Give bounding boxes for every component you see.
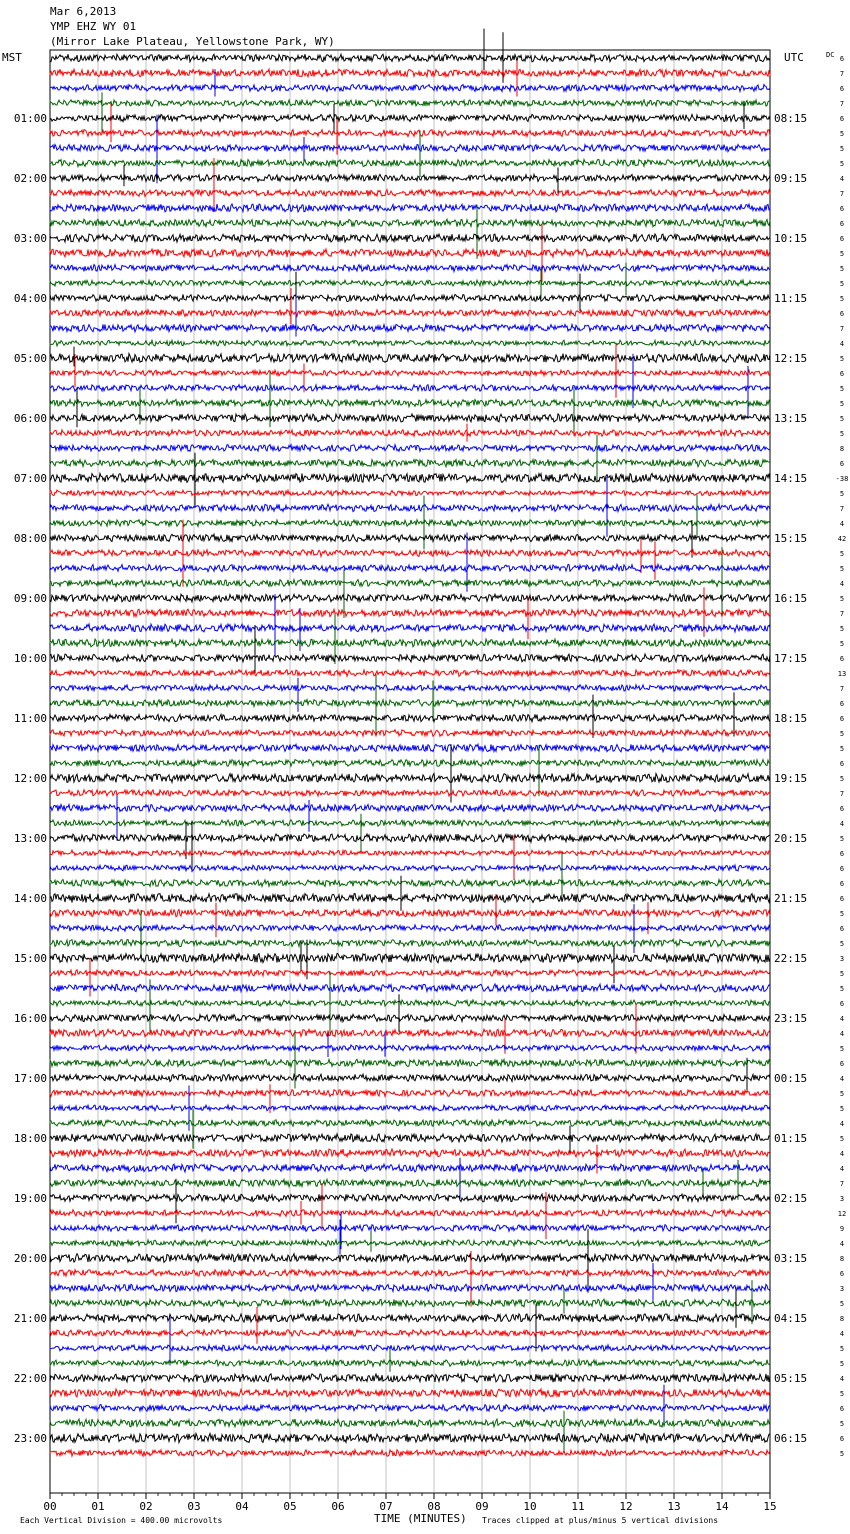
utc-hour-label: 19:15 (774, 772, 808, 785)
dc-offset-value: 6 (839, 220, 845, 228)
dc-offset-value: 5 (839, 1360, 845, 1368)
seismic-trace (50, 1004, 770, 1054)
dc-offset-value: 6 (839, 700, 845, 708)
mst-hour-label: 13:00 (13, 832, 47, 845)
seismic-trace (50, 92, 770, 133)
seismic-trace (50, 234, 770, 242)
seismic-trace (50, 60, 770, 96)
x-tick-label: 09 (475, 1500, 489, 1513)
utc-hour-label: 00:15 (774, 1072, 808, 1085)
seismic-trace (50, 1109, 770, 1149)
dc-offset-value: 6 (839, 760, 845, 768)
dc-offset-value: 7 (839, 325, 845, 333)
dc-offset-value: 6 (839, 925, 845, 933)
mst-hour-label: 08:00 (13, 532, 47, 545)
dc-offset-value: 5 (839, 250, 845, 258)
dc-offset-value: 8 (839, 1315, 845, 1323)
seismic-trace (50, 674, 770, 734)
dc-offset-value: 4 (839, 1330, 845, 1338)
seismic-trace (50, 1179, 770, 1224)
x-tick-label: 13 (667, 1500, 681, 1513)
dc-offset-value: 5 (839, 400, 845, 408)
seismic-trace (50, 1374, 770, 1382)
mst-hour-label: 10:00 (13, 652, 47, 665)
seismic-trace (50, 1287, 770, 1351)
dc-offset-value: 12 (837, 1210, 847, 1218)
utc-hour-label: 17:15 (774, 652, 808, 665)
seismic-trace (50, 547, 770, 618)
mst-hour-label: 21:00 (13, 1312, 47, 1325)
mst-hour-label: 19:00 (13, 1192, 47, 1205)
utc-hour-label: 05:15 (774, 1372, 808, 1385)
x-tick-label: 02 (139, 1500, 153, 1513)
dc-offset-value: 7 (839, 505, 845, 513)
dc-offset-value: 5 (839, 835, 845, 843)
seismic-trace (50, 104, 770, 133)
seismic-trace (50, 453, 770, 508)
seismic-trace (50, 224, 770, 282)
mst-hour-label: 06:00 (13, 412, 47, 425)
dc-offset-value: 4 (839, 340, 845, 348)
dc-offset-value: 6 (839, 205, 845, 213)
dc-offset-value: 7 (839, 610, 845, 618)
seismic-trace (50, 1211, 770, 1254)
utc-hour-label: 09:15 (774, 172, 808, 185)
dc-offset-value: 4 (839, 1015, 845, 1023)
seismic-trace (50, 340, 770, 346)
dc-offset-value: 5 (839, 910, 845, 918)
seismic-trace (50, 744, 770, 752)
seismic-trace (50, 354, 770, 419)
seismic-trace (50, 865, 770, 871)
dc-offset-header: DC (826, 51, 835, 59)
dc-offset-value: 5 (839, 1390, 845, 1398)
utc-hour-label: 14:15 (774, 472, 808, 485)
utc-hour-label: 23:15 (774, 1012, 808, 1025)
dc-offset-value: 5 (839, 775, 845, 783)
seismic-trace (50, 1411, 770, 1452)
seismic-trace (50, 131, 770, 177)
dc-offset-value: 4 (839, 520, 845, 528)
seismic-trace (50, 204, 770, 212)
seismic-trace (50, 371, 770, 436)
dc-offset-value: 5 (839, 640, 845, 648)
mst-hour-label: 15:00 (13, 952, 47, 965)
x-tick-label: 01 (91, 1500, 105, 1513)
x-tick-label: 11 (571, 1500, 585, 1513)
dc-offset-value: 5 (839, 490, 845, 498)
dc-offset-value: 7 (839, 685, 845, 693)
dc-offset-value: 3 (839, 955, 845, 963)
dc-offset-value: 5 (839, 295, 845, 303)
dc-offset-value: 5 (839, 595, 845, 603)
dc-offset-value: 6 (839, 880, 845, 888)
axis-labels (14, 55, 848, 1513)
seismic-trace (50, 822, 770, 872)
utc-hour-label: 12:15 (774, 352, 808, 365)
dc-offset-value: 5 (839, 415, 845, 423)
dc-offset-value: 5 (839, 130, 845, 138)
dc-offset-value: 5 (839, 1300, 845, 1308)
dc-offset-value: 6 (839, 115, 845, 123)
seismic-trace (50, 115, 770, 184)
x-tick-label: 15 (763, 1500, 777, 1513)
utc-hour-label: 15:15 (774, 532, 808, 545)
mst-hour-label: 20:00 (13, 1252, 47, 1265)
seismic-trace (50, 1183, 770, 1239)
seismic-trace (50, 347, 770, 367)
x-tick-label: 10 (523, 1500, 537, 1513)
dc-offset-value: 5 (839, 385, 845, 393)
dc-offset-value: 5 (839, 940, 845, 948)
seismic-trace (50, 288, 770, 324)
trace-group (50, 29, 770, 1457)
dc-offset-value: 4 (839, 1375, 845, 1383)
seismic-trace (50, 876, 770, 911)
x-tick-label: 14 (715, 1500, 729, 1513)
x-tick-label: 00 (43, 1500, 57, 1513)
seismic-trace (50, 69, 770, 96)
seismic-trace (50, 296, 770, 337)
record-date: Mar 6,2013 (50, 5, 117, 18)
mst-hour-label: 18:00 (13, 1132, 47, 1145)
utc-hour-label: 18:15 (774, 712, 808, 725)
utc-hour-label: 02:15 (774, 1192, 808, 1205)
seismic-trace (50, 435, 770, 480)
dc-offset-value: 8 (839, 445, 845, 453)
seismic-trace (50, 587, 770, 639)
dc-offset-value: -38 (835, 475, 849, 483)
seismic-trace (50, 910, 770, 958)
mst-hour-label: 09:00 (13, 592, 47, 605)
utc-hour-label: 08:15 (774, 112, 808, 125)
x-tick-label: 03 (187, 1500, 201, 1513)
dc-offset-value: 5 (839, 1090, 845, 1098)
utc-hour-label: 04:15 (774, 1312, 808, 1325)
utc-hour-label: 11:15 (774, 292, 808, 305)
seismic-trace (50, 790, 770, 796)
dc-offset-value: 6 (839, 460, 845, 468)
station-code: YMP EHZ WY 01 (50, 20, 137, 33)
x-tick-label: 07 (379, 1500, 393, 1513)
seismic-trace (50, 1126, 770, 1155)
dc-offset-value: 6 (839, 865, 845, 873)
dc-offset-value: 6 (839, 1270, 845, 1278)
dc-offset-value: 5 (839, 280, 845, 288)
seismic-trace (50, 1229, 770, 1292)
dc-offset-value: 6 (839, 370, 845, 378)
utc-hour-label: 16:15 (774, 592, 808, 605)
mst-hour-label: 01:00 (13, 112, 47, 125)
mst-hour-label: 12:00 (13, 772, 47, 785)
dc-offset-value: 5 (839, 970, 845, 978)
dc-offset-value: 6 (839, 895, 845, 903)
right-timezone-label: UTC (784, 51, 804, 64)
mst-hour-label: 07:00 (13, 472, 47, 485)
dc-offset-value: 6 (839, 1000, 845, 1008)
dc-offset-value: 6 (839, 235, 845, 243)
dc-offset-value: 4 (839, 1120, 845, 1128)
dc-offset-value: 5 (839, 565, 845, 573)
x-tick-label: 04 (235, 1500, 249, 1513)
dc-offset-value: 5 (839, 1420, 845, 1428)
seismic-trace (50, 745, 770, 796)
mst-hour-label: 02:00 (13, 172, 47, 185)
dc-offset-value: 5 (839, 355, 845, 363)
dc-offset-value: 7 (839, 190, 845, 198)
dc-offset-value: 6 (839, 1405, 845, 1413)
dc-offset-value: 7 (839, 1180, 845, 1188)
seismic-trace (50, 958, 770, 996)
seismic-trace (50, 1307, 770, 1344)
utc-hour-label: 10:15 (774, 232, 808, 245)
dc-offset-value: 5 (839, 730, 845, 738)
dc-offset-value: 5 (839, 625, 845, 633)
seismic-trace (50, 165, 770, 194)
dc-offset-value: 5 (839, 1045, 845, 1053)
mst-hour-label: 17:00 (13, 1072, 47, 1085)
seismic-trace (50, 1317, 770, 1365)
dc-offset-value: 5 (839, 985, 845, 993)
clip-note: Traces clipped at plus/minus 5 vertical divisions (482, 1516, 719, 1525)
utc-hour-label: 03:15 (774, 1252, 808, 1265)
dc-offset-value: 5 (839, 430, 845, 438)
seismic-trace (50, 29, 770, 83)
dc-offset-value: 6 (839, 1435, 845, 1443)
x-tick-label: 05 (283, 1500, 297, 1513)
dc-offset-value: 7 (839, 70, 845, 78)
seismic-trace (50, 1389, 770, 1397)
mst-hour-label: 11:00 (13, 712, 47, 725)
seismic-trace (50, 594, 770, 602)
seismic-trace (50, 424, 770, 442)
seismic-trace (50, 984, 770, 992)
dc-offset-value: 6 (839, 805, 845, 813)
station-location: (Mirror Lake Plateau, Yellowstone Park, WY) (50, 35, 335, 48)
mst-hour-label: 05:00 (13, 352, 47, 365)
dc-offset-value: 6 (839, 715, 845, 723)
dc-offset-value: 4 (839, 580, 845, 588)
seismic-trace (50, 265, 770, 272)
dc-offset-value: 6 (839, 310, 845, 318)
seismic-trace (50, 272, 770, 317)
dc-offset-value: 4 (839, 1030, 845, 1038)
seismic-trace (50, 972, 770, 1035)
dc-offset-value: 5 (839, 145, 845, 153)
dc-offset-value: 5 (839, 160, 845, 168)
dc-offset-value: 5 (839, 265, 845, 273)
seismic-trace (50, 678, 770, 712)
seismic-trace (50, 1450, 770, 1457)
dc-offset-value: 5 (839, 1135, 845, 1143)
dc-offset-value: 6 (839, 55, 845, 63)
seismic-trace (50, 1263, 770, 1300)
dc-offset-value: 6 (839, 850, 845, 858)
dc-offset-value: 7 (839, 100, 845, 108)
dc-offset-value: 3 (839, 1195, 845, 1203)
seismic-trace (50, 445, 770, 452)
x-tick-label: 08 (427, 1500, 441, 1513)
seismic-trace (50, 387, 770, 427)
mst-hour-label: 22:00 (13, 1372, 47, 1385)
dc-offset-value: 5 (839, 1450, 845, 1458)
mst-hour-label: 03:00 (13, 232, 47, 245)
seismic-trace (50, 730, 770, 737)
seismic-trace (50, 494, 770, 549)
seismic-trace (50, 1349, 770, 1372)
seismic-trace (50, 477, 770, 537)
mst-hour-label: 14:00 (13, 892, 47, 905)
dc-offset-value: 4 (839, 820, 845, 828)
dc-offset-value: 4 (839, 1150, 845, 1158)
dc-offset-value: 8 (839, 1255, 845, 1263)
dc-offset-value: 13 (837, 670, 847, 678)
seismic-trace (50, 994, 770, 1032)
scale-note: Each Vertical Division = 400.00 microvolts (20, 1516, 223, 1525)
utc-hour-label: 20:15 (774, 832, 808, 845)
seismic-trace (50, 1385, 770, 1422)
dc-offset-value: 5 (839, 745, 845, 753)
seismic-trace (50, 1231, 770, 1252)
dc-offset-value: 6 (839, 655, 845, 663)
utc-hour-label: 21:15 (774, 892, 808, 905)
seismic-trace (50, 670, 770, 677)
dc-offset-value: 4 (839, 1240, 845, 1248)
dc-offset-value: 7 (839, 790, 845, 798)
seismic-trace (50, 490, 770, 496)
mst-hour-label: 16:00 (13, 1012, 47, 1025)
mst-hour-label: 04:00 (13, 292, 47, 305)
seismic-trace (50, 625, 770, 674)
utc-hour-label: 01:15 (774, 1132, 808, 1145)
utc-hour-label: 22:15 (774, 952, 808, 965)
dc-offset-value: 3 (839, 1285, 845, 1293)
x-axis-title: TIME (MINUTES) (374, 1512, 467, 1525)
seismic-trace (50, 520, 770, 587)
x-tick-label: 06 (331, 1500, 345, 1513)
seismic-trace (50, 853, 770, 896)
seismic-trace (50, 1158, 770, 1199)
left-timezone-label: MST (2, 51, 22, 64)
dc-offset-value: 4 (839, 1075, 845, 1083)
utc-hour-label: 13:15 (774, 412, 808, 425)
dc-offset-value: 5 (839, 1345, 845, 1353)
x-tick-label: 12 (619, 1500, 633, 1513)
seismic-trace (50, 835, 770, 880)
dc-offset-value: 4 (839, 1165, 845, 1173)
dc-offset-value: 6 (839, 1060, 845, 1068)
dc-offset-value: 9 (839, 1225, 845, 1233)
seismic-trace (50, 1434, 770, 1443)
dc-offset-value: 5 (839, 550, 845, 558)
dc-offset-value: 4 (839, 175, 845, 183)
dc-offset-value: 42 (837, 535, 847, 543)
dc-offset-value: 6 (839, 85, 845, 93)
mst-hour-label: 23:00 (13, 1432, 47, 1445)
utc-hour-label: 06:15 (774, 1432, 808, 1445)
dc-offset-value: 5 (839, 1105, 845, 1113)
